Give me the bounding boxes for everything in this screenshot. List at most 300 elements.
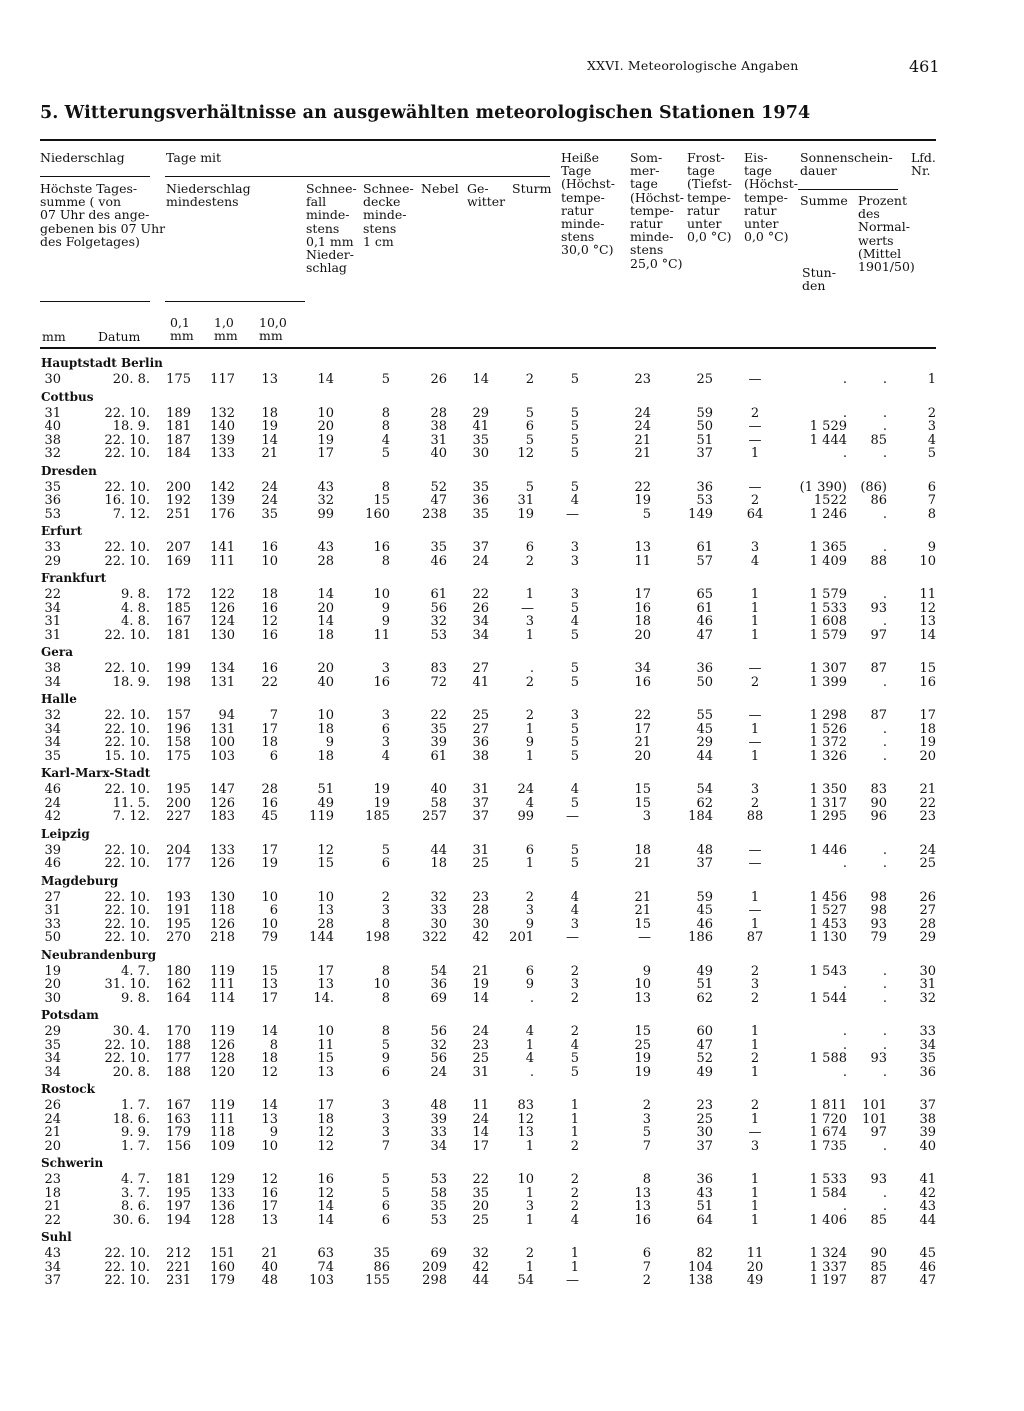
cell-schneedecke: 8 <box>381 916 390 932</box>
cell-min-10-0: 9 <box>269 1125 278 1140</box>
cell-sommer: 34 <box>634 661 651 676</box>
cell-heisse: 2 <box>570 1138 579 1154</box>
cell-gewitter: 41 <box>472 419 489 434</box>
cell-nebel: 46 <box>430 553 447 569</box>
cell-hoechste-mm: 32 <box>44 446 61 461</box>
cell-nebel: 39 <box>430 1111 447 1127</box>
cell-sturm: 9 <box>525 977 534 992</box>
cell-prozent: 93 <box>870 916 887 932</box>
cell-sommer: 13 <box>634 1185 651 1201</box>
cell-prozent: 87 <box>870 1273 887 1288</box>
cell-summe: . <box>842 1064 847 1080</box>
table-row <box>0 629 1024 643</box>
cell-min-0-1: 189 <box>166 405 191 421</box>
table-row <box>0 1099 1024 1113</box>
cell-schneedecke: 16 <box>373 674 390 690</box>
cell-min-10-0: 21 <box>261 1246 278 1261</box>
cell-schneedecke: 155 <box>365 1273 390 1288</box>
table-row <box>0 965 1024 979</box>
cell-datum: 4. 7. <box>121 963 150 979</box>
cell-frost: 49 <box>696 963 713 979</box>
cell-frost: 51 <box>696 1199 713 1214</box>
cell-lfd-nr: 1 <box>927 372 936 387</box>
cell-schneefall: 15 <box>317 1051 334 1066</box>
cell-hoechste-mm: 34 <box>44 721 61 737</box>
cell-datum: 22. 10. <box>104 1273 150 1288</box>
cell-prozent: . <box>882 977 887 992</box>
header-sonnenscheindauer: Sonnenschein- dauer <box>800 150 893 179</box>
cell-hoechste-mm: 30 <box>44 990 61 1006</box>
cell-nebel: 44 <box>430 842 447 858</box>
cell-min-0-1: 162 <box>166 977 191 992</box>
cell-hoechste-mm: 21 <box>44 1125 61 1140</box>
cell-schneefall: 13 <box>317 903 334 918</box>
cell-min-10-0: 16 <box>261 661 278 676</box>
cell-schneefall: 17 <box>317 1098 334 1113</box>
cell-summe: 1 406 <box>809 1212 847 1228</box>
cell-sommer: 16 <box>634 600 651 616</box>
cell-eis: 1 <box>750 1024 760 1039</box>
cell-schneefall: 43 <box>317 540 334 555</box>
cell-eis: — <box>748 903 762 918</box>
cell-sommer: 3 <box>642 1111 651 1127</box>
cell-min-0-1: 195 <box>166 916 191 932</box>
cell-frost: 51 <box>696 432 713 448</box>
cell-prozent: 90 <box>870 795 887 811</box>
cell-datum: 18. 9. <box>112 674 150 690</box>
cell-sturm: 5 <box>525 405 534 421</box>
cell-lfd-nr: 41 <box>919 1172 936 1187</box>
cell-lfd-nr: 42 <box>919 1185 936 1201</box>
cell-heisse: 5 <box>570 748 579 764</box>
cell-min-10-0: 17 <box>261 721 278 737</box>
cell-eis: — <box>748 432 762 448</box>
cell-nebel: 32 <box>430 1037 447 1053</box>
cell-lfd-nr: 39 <box>919 1125 936 1140</box>
cell-datum: 7. 12. <box>112 506 150 522</box>
cell-schneedecke: 3 <box>381 1098 390 1113</box>
cell-lfd-nr: 25 <box>919 856 936 871</box>
cell-datum: 4. 7. <box>121 1172 150 1187</box>
header-rule-niederschlag <box>40 176 150 177</box>
cell-schneedecke: 6 <box>381 1064 390 1080</box>
cell-hoechste-mm: 40 <box>44 419 61 434</box>
table-row <box>0 857 1024 871</box>
cell-heisse: — <box>566 1273 579 1288</box>
cell-summe: 1 456 <box>809 889 847 905</box>
table-row <box>0 978 1024 992</box>
cell-frost: 37 <box>696 856 713 871</box>
cell-lfd-nr: 29 <box>919 930 936 945</box>
table-row <box>0 783 1024 797</box>
cell-frost: 55 <box>696 708 713 723</box>
cell-min-10-0: 14 <box>261 1024 278 1039</box>
cell-gewitter: 24 <box>472 1024 489 1039</box>
header-frosttage: Frost- tage (Tiefst- tempe- ratur unter 0,0 °C) <box>687 150 732 245</box>
cell-heisse: 5 <box>570 446 579 461</box>
cell-frost: 46 <box>696 614 713 629</box>
cell-gewitter: 29 <box>472 405 489 421</box>
cell-nebel: 35 <box>430 1199 447 1214</box>
cell-frost: 50 <box>696 674 713 690</box>
cell-sturm: 2 <box>525 889 534 905</box>
table-row <box>0 1126 1024 1140</box>
cell-lfd-nr: 5 <box>927 446 936 461</box>
cell-sommer: 21 <box>634 856 651 871</box>
cell-min-0-1: 204 <box>166 842 191 858</box>
cell-sturm: 1 <box>525 1259 534 1275</box>
table-row <box>0 541 1024 555</box>
cell-heisse: 5 <box>570 661 579 676</box>
cell-min-0-1: 158 <box>166 735 191 750</box>
cell-prozent: . <box>882 735 887 750</box>
cell-hoechste-mm: 31 <box>44 614 61 629</box>
cell-min-0-1: 181 <box>166 627 191 643</box>
cell-nebel: 83 <box>430 661 447 676</box>
cell-frost: 44 <box>696 748 713 764</box>
cell-datum: 22. 10. <box>104 405 150 421</box>
cell-schneefall: 103 <box>309 1273 334 1288</box>
cell-min-0-1: 270 <box>166 930 191 945</box>
cell-prozent: 93 <box>870 600 887 616</box>
cell-sturm: 1 <box>525 856 534 871</box>
cell-summe: 1 674 <box>809 1125 847 1140</box>
header-nebel: Nebel <box>421 181 459 196</box>
cell-datum: 22. 10. <box>104 479 150 495</box>
cell-schneedecke: 8 <box>381 553 390 569</box>
cell-min-1-0: 140 <box>210 419 235 434</box>
cell-gewitter: 35 <box>472 1185 489 1201</box>
cell-schneefall: 49 <box>317 795 334 811</box>
cell-heisse: 5 <box>570 600 579 616</box>
cell-nebel: 35 <box>430 540 447 555</box>
cell-min-1-0: 124 <box>210 614 235 629</box>
cell-eis: 2 <box>750 1051 760 1066</box>
cell-lfd-nr: 11 <box>919 587 936 602</box>
cell-nebel: 61 <box>430 748 447 764</box>
cell-schneefall: 14 <box>317 587 334 602</box>
cell-summe: 1 246 <box>809 506 847 522</box>
header-schneedecke: Schnee- decke minde- stens 1 cm <box>363 181 414 249</box>
cell-sommer: 5 <box>642 1125 651 1140</box>
table-row <box>0 508 1024 522</box>
cell-min-0-1: 197 <box>166 1199 191 1214</box>
cell-sommer: 22 <box>634 479 651 495</box>
cell-min-10-0: 40 <box>261 1259 278 1275</box>
cell-heisse: 5 <box>570 842 579 858</box>
cell-min-10-0: 17 <box>261 990 278 1006</box>
cell-min-0-1: 177 <box>166 1051 191 1066</box>
cell-sturm: 99 <box>517 809 534 824</box>
cell-gewitter: 25 <box>472 1051 489 1066</box>
cell-eis: 1 <box>750 587 760 602</box>
cell-hoechste-mm: 34 <box>44 674 61 690</box>
cell-min-0-1: 185 <box>166 600 191 616</box>
cell-frost: 48 <box>696 842 713 858</box>
station-name: Gera <box>41 645 73 659</box>
cell-min-10-0: 12 <box>261 614 278 629</box>
station-name: Leipzig <box>41 826 90 841</box>
cell-prozent: . <box>882 990 887 1006</box>
cell-heisse: 3 <box>570 553 579 569</box>
header-stunden: Stun- den <box>802 265 836 294</box>
cell-nebel: 56 <box>430 1051 447 1066</box>
cell-eis: 1 <box>750 1172 760 1187</box>
cell-min-10-0: 18 <box>261 587 278 602</box>
cell-frost: 46 <box>696 916 713 932</box>
cell-summe: 1 584 <box>809 1185 847 1201</box>
cell-sommer: 21 <box>634 903 651 918</box>
cell-prozent: . <box>882 1138 887 1154</box>
cell-frost: 149 <box>688 506 713 522</box>
cell-hoechste-mm: 24 <box>44 795 61 811</box>
cell-schneefall: 43 <box>317 479 334 495</box>
cell-summe: 1 527 <box>809 903 847 918</box>
cell-eis: 64 <box>746 506 764 522</box>
station-name: Rostock <box>41 1082 95 1096</box>
cell-schneedecke: 16 <box>373 540 390 555</box>
cell-eis: 2 <box>750 493 760 508</box>
cell-sommer: 17 <box>634 587 651 602</box>
cell-nebel: 61 <box>430 587 447 602</box>
station-name: Halle <box>41 692 77 706</box>
cell-eis: 1 <box>750 1037 760 1053</box>
cell-min-10-0: 19 <box>261 856 278 871</box>
cell-schneedecke: 185 <box>365 809 390 824</box>
cell-sommer: 2 <box>642 1098 651 1113</box>
cell-heisse: 3 <box>570 977 579 992</box>
cell-frost: 29 <box>696 735 713 750</box>
cell-frost: 37 <box>696 1138 713 1154</box>
cell-summe: 1 811 <box>809 1098 847 1113</box>
cell-datum: 1. 7. <box>121 1098 150 1113</box>
cell-hoechste-mm: 35 <box>44 479 61 495</box>
cell-lfd-nr: 7 <box>927 493 936 508</box>
cell-schneedecke: 6 <box>381 1212 390 1228</box>
cell-schneefall: 12 <box>317 1125 334 1140</box>
cell-min-10-0: 14 <box>261 1098 278 1113</box>
station-name: Karl-Marx-Stadt <box>41 766 151 780</box>
cell-summe: 1 608 <box>809 614 847 629</box>
cell-prozent: 97 <box>870 627 887 643</box>
cell-summe: 1 453 <box>809 916 847 932</box>
cell-datum: 22. 10. <box>104 661 150 676</box>
cell-frost: 61 <box>696 600 713 616</box>
cell-eis: 3 <box>750 782 760 797</box>
cell-datum: 22. 10. <box>104 842 150 858</box>
cell-prozent: 97 <box>870 1125 887 1140</box>
table-row <box>0 931 1024 945</box>
cell-sturm: 201 <box>509 930 534 945</box>
cell-schneedecke: 8 <box>381 405 390 421</box>
table-row <box>0 1274 1024 1288</box>
cell-gewitter: 42 <box>472 930 489 945</box>
cell-min-0-1: 167 <box>166 1098 191 1113</box>
cell-sturm: 6 <box>525 540 534 555</box>
cell-sturm: . <box>529 990 534 1006</box>
cell-hoechste-mm: 38 <box>44 432 61 448</box>
cell-sommer: 16 <box>634 674 651 690</box>
cell-frost: 82 <box>696 1246 713 1261</box>
cell-lfd-nr: 26 <box>919 889 936 905</box>
cell-hoechste-mm: 31 <box>44 405 61 421</box>
cell-min-0-1: 191 <box>166 903 191 918</box>
cell-sturm: 54 <box>517 1273 534 1288</box>
cell-prozent: . <box>882 506 887 522</box>
cell-eis: — <box>748 479 762 495</box>
cell-schneedecke: 7 <box>381 1138 390 1154</box>
cell-summe: 1 526 <box>809 721 847 737</box>
cell-min-10-0: 13 <box>261 1212 278 1228</box>
cell-schneedecke: 6 <box>381 856 390 871</box>
cell-datum: 22. 10. <box>104 553 150 569</box>
cell-eis: — <box>748 856 762 871</box>
cell-min-1-0: 131 <box>210 721 235 737</box>
cell-min-1-0: 131 <box>210 674 235 690</box>
cell-nebel: 47 <box>430 493 447 508</box>
cell-prozent: . <box>882 419 887 434</box>
cell-min-1-0: 94 <box>218 708 235 723</box>
cell-min-0-1: 181 <box>166 1172 191 1187</box>
cell-nebel: 39 <box>430 735 447 750</box>
cell-gewitter: 23 <box>472 889 489 905</box>
cell-schneefall: 40 <box>317 674 334 690</box>
cell-sommer: 15 <box>634 916 651 932</box>
cell-min-0-1: 196 <box>166 721 191 737</box>
table-row <box>0 844 1024 858</box>
cell-summe: (1 390) <box>799 479 847 495</box>
cell-schneedecke: 3 <box>381 708 390 723</box>
table-row <box>0 662 1024 676</box>
header-bottom-rule <box>40 347 936 349</box>
cell-min-0-1: 184 <box>166 446 191 461</box>
cell-prozent: 98 <box>870 889 887 905</box>
cell-min-1-0: 119 <box>210 963 235 979</box>
cell-eis: 2 <box>750 795 760 811</box>
cell-hoechste-mm: 27 <box>44 889 61 905</box>
cell-heisse: 5 <box>570 1051 579 1066</box>
cell-schneedecke: 5 <box>381 1185 390 1201</box>
cell-sommer: 5 <box>642 506 651 522</box>
cell-schneefall: 17 <box>317 963 334 979</box>
cell-gewitter: 31 <box>472 782 489 797</box>
cell-summe: . <box>842 372 847 387</box>
cell-nebel: 38 <box>430 419 447 434</box>
cell-prozent: 90 <box>870 1246 887 1261</box>
cell-summe: 1 317 <box>809 795 847 811</box>
table-row <box>0 810 1024 824</box>
cell-summe: 1 543 <box>809 963 847 979</box>
header-prozent: Prozent des Normal- werts (Mittel 1901/50) <box>858 193 915 275</box>
cell-hoechste-mm: 35 <box>44 748 61 764</box>
cell-eis: 1 <box>750 446 760 461</box>
cell-summe: . <box>842 856 847 871</box>
table-row <box>0 1247 1024 1261</box>
cell-min-10-0: 16 <box>261 795 278 811</box>
cell-hoechste-mm: 33 <box>44 540 61 555</box>
cell-sommer: 24 <box>634 419 651 434</box>
cell-frost: 53 <box>696 493 713 508</box>
cell-gewitter: 25 <box>472 856 489 871</box>
cell-sommer: 19 <box>634 1064 651 1080</box>
cell-min-10-0: 13 <box>261 1111 278 1127</box>
cell-datum: 20. 8. <box>112 1064 150 1080</box>
cell-lfd-nr: 12 <box>919 600 936 616</box>
cell-lfd-nr: 22 <box>919 795 936 811</box>
cell-sturm: 5 <box>525 432 534 448</box>
cell-schneedecke: 3 <box>381 903 390 918</box>
cell-heisse: 5 <box>570 674 579 690</box>
cell-gewitter: 41 <box>472 674 489 690</box>
cell-min-10-0: 22 <box>261 674 278 690</box>
cell-gewitter: 30 <box>472 916 489 932</box>
station-name: Magdeburg <box>41 873 119 888</box>
cell-min-10-0: 12 <box>261 1064 278 1080</box>
cell-sturm: 3 <box>525 1199 534 1214</box>
cell-sommer: 6 <box>642 1246 651 1261</box>
cell-summe: 1 324 <box>809 1246 847 1261</box>
cell-schneedecke: 3 <box>381 1111 390 1127</box>
cell-schneefall: 20 <box>317 661 334 676</box>
cell-summe: . <box>842 977 847 992</box>
cell-lfd-nr: 46 <box>919 1259 936 1275</box>
cell-sturm: 1 <box>525 627 534 643</box>
cell-summe: 1 350 <box>809 782 847 797</box>
cell-heisse: 2 <box>570 990 579 1006</box>
cell-min-10-0: 16 <box>261 1185 278 1201</box>
cell-sommer: 20 <box>634 748 651 764</box>
cell-schneefall: 18 <box>317 748 334 764</box>
cell-hoechste-mm: 42 <box>44 809 61 824</box>
cell-min-10-0: 7 <box>269 708 278 723</box>
cell-prozent: . <box>882 842 887 858</box>
cell-hoechste-mm: 33 <box>44 916 61 932</box>
table-row <box>0 750 1024 764</box>
cell-nebel: 40 <box>430 782 447 797</box>
cell-prozent: . <box>882 540 887 555</box>
cell-min-1-0: 142 <box>210 479 235 495</box>
cell-summe: 1 579 <box>809 587 847 602</box>
cell-heisse: 4 <box>570 1212 579 1228</box>
cell-eis: 2 <box>750 963 760 979</box>
cell-min-1-0: 134 <box>210 661 235 676</box>
cell-schneedecke: 5 <box>381 372 390 387</box>
cell-frost: 50 <box>696 419 713 434</box>
header-summe: Summe <box>800 193 848 208</box>
table-row <box>0 709 1024 723</box>
cell-nebel: 69 <box>430 1246 447 1261</box>
cell-min-0-1: 175 <box>166 372 191 387</box>
cell-heisse: 5 <box>570 405 579 421</box>
cell-heisse: 4 <box>570 1037 579 1053</box>
cell-schneedecke: 160 <box>365 506 390 522</box>
cell-summe: . <box>842 1037 847 1053</box>
cell-min-0-1: 212 <box>166 1246 191 1261</box>
cell-heisse: — <box>566 506 579 522</box>
cell-hoechste-mm: 32 <box>44 708 61 723</box>
cell-hoechste-mm: 34 <box>44 1259 61 1275</box>
cell-schneefall: 18 <box>317 1111 334 1127</box>
cell-gewitter: 11 <box>472 1098 489 1113</box>
cell-sommer: 7 <box>642 1138 651 1154</box>
header-sommertage: Som- mer- tage (Höchst- tempe- ratur minde- stens 25,0 °C) <box>630 150 685 271</box>
table-row <box>0 1187 1024 1201</box>
cell-lfd-nr: 36 <box>919 1064 936 1080</box>
cell-eis: 11 <box>746 1246 764 1261</box>
cell-min-10-0: 12 <box>261 1172 278 1187</box>
cell-prozent: . <box>882 856 887 871</box>
cell-min-1-0: 128 <box>210 1051 235 1066</box>
